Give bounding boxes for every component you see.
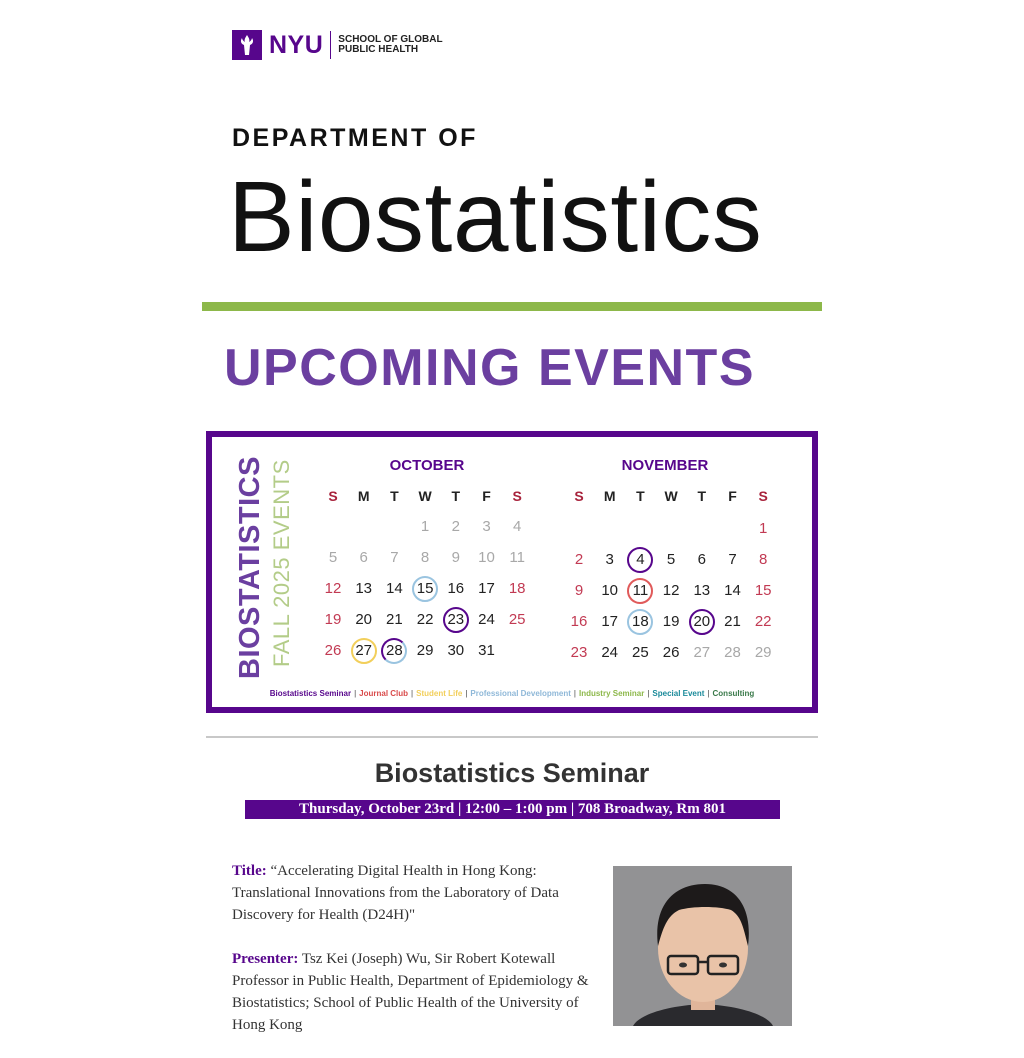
day-number: 15	[754, 582, 772, 599]
day-number: 14	[386, 580, 403, 597]
calendar-day[interactable]	[441, 512, 471, 542]
calendar-day[interactable]	[564, 607, 594, 637]
day-number: 23	[447, 611, 465, 628]
calendar-day[interactable]	[318, 636, 348, 666]
legend-separator: |	[573, 689, 576, 698]
green-divider	[202, 302, 822, 311]
day-number: 5	[328, 549, 338, 566]
day-number: 3	[605, 551, 614, 568]
calendar-day[interactable]	[656, 638, 686, 668]
day-number: 7	[728, 551, 737, 568]
calendar-day[interactable]	[349, 636, 379, 666]
day-number: 14	[724, 582, 741, 599]
day-number: 31	[478, 642, 495, 659]
day-number: 7	[390, 549, 399, 566]
weekday-header: S	[512, 488, 522, 504]
nyu-wordmark: NYU	[269, 30, 324, 59]
day-number: 1	[420, 518, 430, 535]
calendar-day[interactable]	[379, 574, 409, 604]
torch-icon	[232, 30, 262, 60]
day-number: 18	[632, 613, 649, 630]
weekday-header: S	[574, 488, 584, 504]
calendar-day[interactable]	[502, 574, 532, 604]
day-number: 28	[724, 644, 741, 661]
day-number: 15	[416, 580, 434, 597]
calendar-day[interactable]	[502, 543, 532, 573]
day-number: 22	[416, 611, 434, 628]
legend-item: Journal Club	[359, 689, 409, 698]
calendar-day[interactable]	[379, 605, 409, 635]
day-number: 1	[759, 520, 768, 537]
presenter-photo	[613, 866, 792, 1026]
day-number: 29	[754, 644, 772, 661]
day-number: 2	[574, 551, 584, 568]
department-title: Biostatistics	[228, 161, 763, 273]
weekday-header: M	[357, 488, 370, 504]
weekday-header: W	[664, 488, 678, 504]
calendar-day[interactable]	[318, 543, 348, 573]
calendar-day[interactable]	[349, 574, 379, 604]
calendar-day[interactable]	[472, 605, 502, 635]
school-line-2: PUBLIC HEALTH	[338, 44, 419, 55]
calendar-day[interactable]	[349, 605, 379, 635]
day-number: 19	[662, 613, 680, 630]
day-number: 24	[478, 611, 495, 628]
day-number: 28	[386, 642, 403, 659]
calendar-day[interactable]	[318, 605, 348, 635]
month-name-november: NOVEMBER	[621, 457, 709, 474]
calendar-day[interactable]	[318, 574, 348, 604]
day-number: 16	[570, 613, 588, 630]
day-number: 8	[759, 551, 768, 568]
calendar-day[interactable]	[687, 607, 717, 637]
event-details	[232, 860, 592, 1058]
weekday-header: S	[758, 488, 768, 504]
calendar-day[interactable]	[441, 543, 471, 573]
legend-item: Special Event	[652, 689, 705, 698]
logo-divider	[330, 31, 331, 59]
day-number: 24	[601, 644, 619, 661]
legend-separator: |	[411, 689, 414, 698]
nyu-logo[interactable]	[232, 30, 443, 60]
day-number: 3	[482, 518, 491, 535]
legend-separator: |	[354, 689, 357, 698]
calendar-day[interactable]	[687, 576, 717, 606]
calendar-day[interactable]	[748, 545, 778, 575]
calendar-day[interactable]	[441, 636, 471, 666]
calendar-day[interactable]	[410, 574, 440, 604]
calendar-day[interactable]	[687, 545, 717, 575]
events-calendar	[206, 431, 818, 713]
calendar-day[interactable]	[441, 574, 471, 604]
calendar-day[interactable]	[656, 576, 686, 606]
calendar-legend	[212, 689, 812, 698]
calendar-day[interactable]	[687, 638, 717, 668]
day-number: 13	[355, 580, 373, 597]
calendar-day[interactable]	[625, 576, 655, 606]
event-presenter	[232, 948, 592, 1036]
calendar-day[interactable]	[502, 512, 532, 542]
upcoming-events-heading: UPCOMING EVENTS	[224, 339, 755, 397]
calendar-day[interactable]	[379, 543, 409, 573]
day-number: 8	[420, 549, 430, 566]
day-number: 26	[324, 642, 342, 659]
calendar-day[interactable]	[564, 545, 594, 575]
weekday-header: T	[390, 488, 399, 504]
calendar-day[interactable]	[410, 636, 440, 666]
month-name-october: OCTOBER	[389, 457, 465, 474]
day-number: 6	[359, 549, 368, 566]
day-number: 4	[513, 518, 522, 535]
day-number: 6	[697, 551, 706, 568]
legend-separator: |	[647, 689, 650, 698]
weekday-header: F	[482, 488, 491, 504]
day-number: 11	[509, 549, 525, 566]
day-number: 10	[601, 582, 619, 599]
day-number: 16	[447, 580, 465, 597]
legend-item: Biostatistics Seminar	[269, 689, 352, 698]
calendar-day[interactable]	[410, 543, 440, 573]
presenter-text: Tsz Kei (Joseph) Wu, Sir Robert Kotewall Professor in Public Health, Department of Epidemiology & Biostatistics; School of Public Health of the University of Hong Kong	[232, 951, 589, 1033]
calendar-day[interactable]	[472, 636, 502, 666]
weekday-header: T	[697, 488, 707, 504]
calendar-day[interactable]	[564, 576, 594, 606]
calendar-day[interactable]	[718, 576, 748, 606]
weekday-header: F	[728, 488, 737, 504]
day-number: 22	[754, 613, 772, 630]
day-number: 9	[574, 582, 584, 599]
day-number: 11	[632, 582, 649, 599]
weekday-header: T	[636, 488, 645, 504]
legend-item: Student Life	[416, 689, 463, 698]
calendar-day[interactable]	[441, 605, 471, 635]
weekday-header: S	[328, 488, 338, 504]
day-number: 27	[355, 642, 373, 659]
event-type-heading: Biostatistics Seminar	[374, 758, 650, 788]
calendar-day[interactable]	[718, 545, 748, 575]
calendar-day[interactable]	[625, 545, 655, 575]
calendar-day[interactable]	[410, 512, 440, 542]
day-number: 23	[570, 644, 588, 661]
day-number: 25	[508, 611, 526, 628]
day-number: 19	[324, 611, 342, 628]
calendar-day[interactable]	[595, 638, 625, 668]
day-number: 13	[693, 582, 711, 599]
legend-separator: |	[465, 689, 468, 698]
school-line-1: SCHOOL OF GLOBAL	[338, 34, 443, 45]
day-number: 26	[662, 644, 680, 661]
calendar-day[interactable]	[625, 607, 655, 637]
calendar-day[interactable]	[748, 514, 778, 544]
event-when-where: Thursday, October 23rd | 12:00 – 1:00 pm | 708 Broadway, Rm 801	[245, 800, 780, 819]
calendar-day[interactable]	[595, 607, 625, 637]
legend-item: Professional Development	[470, 689, 571, 698]
event-title	[232, 860, 592, 926]
calendar-day[interactable]	[656, 545, 686, 575]
legend-item: Industry Seminar	[578, 689, 645, 698]
calendar-day[interactable]	[379, 636, 409, 666]
day-number: 21	[724, 613, 741, 630]
weekday-header: M	[603, 488, 616, 504]
calendar-day[interactable]	[349, 543, 379, 573]
department-of-heading: DEPARTMENT OF	[232, 124, 478, 152]
day-number: 21	[386, 611, 403, 628]
calendar-day[interactable]	[748, 607, 778, 637]
day-number: 9	[451, 549, 460, 566]
presenter-portrait-illustration	[613, 866, 792, 1026]
day-number: 27	[693, 644, 711, 661]
calendar-day[interactable]	[718, 638, 748, 668]
calendar-day[interactable]	[748, 638, 778, 668]
school-name	[338, 35, 442, 55]
day-number: 20	[693, 613, 711, 630]
calendar-vertical-title: BIOSTATISTICS	[234, 456, 266, 679]
calendar-day[interactable]	[410, 605, 440, 635]
calendar-day[interactable]	[625, 638, 655, 668]
day-number: 17	[601, 613, 619, 630]
day-number: 12	[662, 582, 680, 599]
calendar-day[interactable]	[656, 607, 686, 637]
calendar-day[interactable]	[595, 576, 625, 606]
day-number: 2	[451, 518, 460, 535]
section-divider	[206, 736, 818, 738]
calendar-day[interactable]	[748, 576, 778, 606]
legend-separator: |	[707, 689, 710, 698]
day-number: 29	[416, 642, 434, 659]
title-label: Title:	[232, 863, 267, 879]
day-number: 30	[447, 642, 465, 659]
calendar-day[interactable]	[718, 607, 748, 637]
day-number: 25	[632, 644, 649, 661]
legend-item: Consulting	[712, 689, 755, 698]
day-number: 10	[478, 549, 495, 566]
calendar-day[interactable]	[595, 545, 625, 575]
calendar-day[interactable]	[472, 574, 502, 604]
day-number: 18	[508, 580, 526, 597]
title-text: “Accelerating Digital Health in Hong Kong: Translational Innovations from the Laboratory of Data Discovery for Health (D24H)"	[232, 863, 559, 923]
calendar-day[interactable]	[502, 605, 532, 635]
weekday-header: T	[451, 488, 461, 504]
calendar-day[interactable]	[564, 638, 594, 668]
calendar-vertical-subtitle: FALL 2025 EVENTS	[269, 459, 294, 667]
day-number: 5	[666, 551, 676, 568]
weekday-header: W	[418, 488, 432, 504]
calendar-day[interactable]	[472, 543, 502, 573]
calendar-day[interactable]	[472, 512, 502, 542]
day-number: 4	[636, 551, 645, 568]
day-number: 12	[324, 580, 342, 597]
day-number: 20	[355, 611, 373, 628]
presenter-label: Presenter:	[232, 951, 299, 967]
day-number: 17	[478, 580, 495, 597]
